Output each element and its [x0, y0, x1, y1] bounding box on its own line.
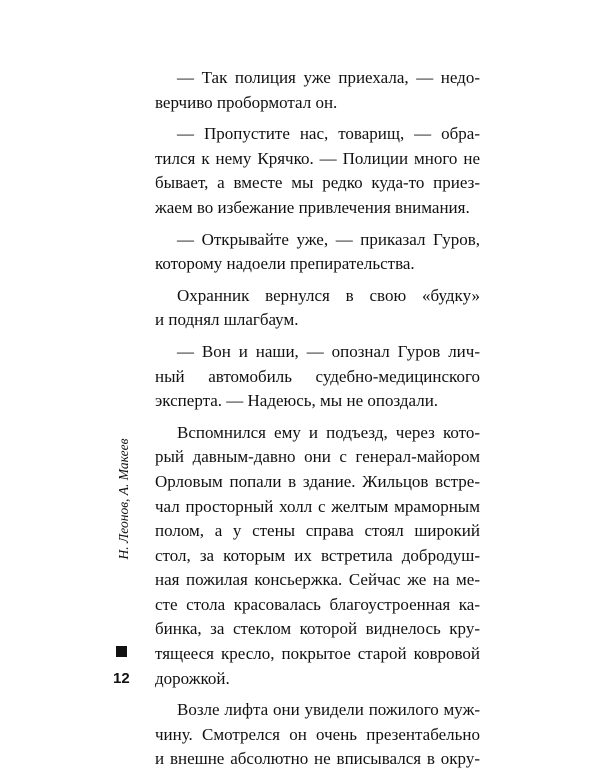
- paragraph: [155, 340, 480, 414]
- text-line: чину. Смотрелся он очень презентабельно: [155, 724, 480, 744]
- text-line: — Вон и наши, — опознал Гуров лич-: [177, 341, 480, 361]
- text-line: жаем во избежание привлечения внимания.: [155, 197, 470, 217]
- text-line: бывает, а вместе мы редко куда-то приез-: [155, 173, 480, 193]
- text-line: которому надоели препирательства.: [155, 254, 415, 274]
- paragraph: [155, 421, 480, 692]
- text-line: Охранник вернулся в свою «будку»: [177, 285, 480, 305]
- paragraph: [155, 284, 480, 333]
- paragraph: [155, 66, 480, 115]
- text-line: эксперта. — Надеюсь, мы не опоздали.: [155, 391, 439, 411]
- text-line: тился к нему Крячко. — Полиции много не: [155, 148, 480, 168]
- text-line: ный автомобиль судебно-медицинского: [155, 366, 480, 386]
- body-text: [155, 66, 480, 779]
- text-line: ная пожилая консьержка. Сейчас же на ме-: [155, 570, 480, 590]
- text-line: Орловым попали в здание. Жильцов встре-: [155, 471, 480, 491]
- text-line: стол, за которым их встретила добродуш-: [155, 545, 480, 565]
- text-line: — Пропустите нас, товарищ, — обра-: [177, 124, 480, 144]
- text-line: Вспомнился ему и подъезд, через кото-: [177, 422, 480, 442]
- text-line: — Так полиция уже приехала, — недо-: [177, 68, 480, 87]
- square-marker: [116, 646, 127, 657]
- text-line: рый давным-давно они с генерал-майором: [155, 447, 480, 467]
- running-head: Н. Леонов, А. Макеев: [116, 438, 131, 560]
- text-line: дорожкой.: [155, 668, 230, 688]
- text-line: полом, а у стены справа стоял широкий: [155, 521, 480, 541]
- text-line: верчиво пробормотал он.: [155, 92, 338, 112]
- paragraph: [155, 122, 480, 220]
- paragraph: [155, 228, 480, 277]
- text-line: Возле лифта они увидели пожилого муж-: [177, 700, 480, 720]
- text-line: чал просторный холл с желтым мраморным: [155, 496, 480, 516]
- paragraph: [155, 698, 480, 772]
- text-line: бинка, за стеклом которой виднелось кру-: [155, 619, 480, 639]
- page-number: 12: [113, 670, 130, 687]
- text-line: тящееся кресло, покрытое старой ковровой: [155, 644, 480, 664]
- text-line: и поднял шлагбаум.: [155, 310, 299, 330]
- text-line: — Открывайте уже, — приказал Гуров,: [177, 229, 480, 249]
- text-line: и внешне абсолютно не вписывался в окру-: [155, 749, 480, 769]
- text-line: сте стола красовалась благоустроенная ка-: [155, 594, 480, 614]
